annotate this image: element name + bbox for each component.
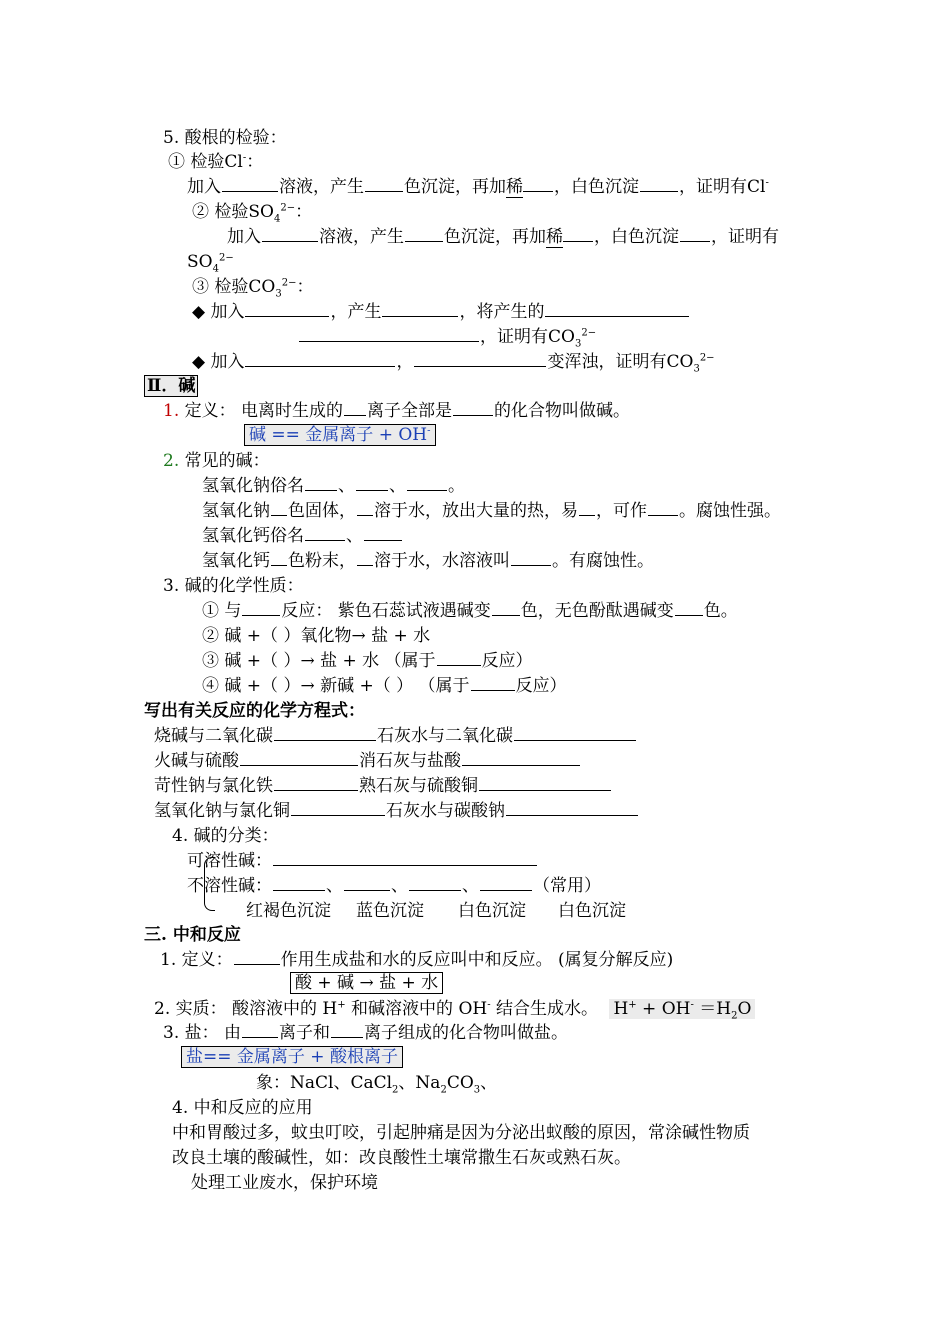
caoh-a: 氢氧化钙	[202, 551, 270, 571]
naoh-alias: 氢氧化钠俗名	[202, 476, 304, 496]
application-item: 处理工业废水，保护环境	[191, 1173, 378, 1193]
ion-c: ＝H	[693, 999, 732, 1019]
blank[interactable]	[305, 476, 337, 491]
ion-b: + OH	[636, 999, 691, 1019]
equation-row	[154, 775, 612, 797]
co3-sub: 3	[473, 1084, 481, 1096]
blank[interactable]	[242, 601, 280, 616]
ess-a: 2. 实质： 酸溶液中的 H	[154, 999, 338, 1019]
ex-a: 象：NaCl、CaCl	[256, 1073, 393, 1093]
naoh-property-line	[202, 500, 781, 522]
eq-label: 氢氧化钠与氯化铜	[154, 801, 290, 821]
blank[interactable]	[356, 476, 388, 491]
blank[interactable]	[414, 352, 546, 367]
precipitate-color: 蓝色沉淀	[356, 901, 424, 921]
base-formula	[244, 424, 436, 446]
co3-b1-c: ，将产生的	[459, 302, 545, 322]
blank[interactable]	[514, 726, 636, 741]
co3-head-colon: ：	[296, 277, 314, 297]
co3-test-heading	[192, 276, 313, 298]
salt-c: 离子组成的化合物叫做盐。	[364, 1023, 569, 1043]
co3-b2-b: ，	[396, 352, 414, 372]
co3-head-text: ③ 检验CO	[192, 277, 276, 297]
chem-prop-3	[202, 650, 533, 672]
def-a: 定义： 电离时生成的	[179, 401, 344, 421]
co3-charge: 2−	[581, 327, 597, 339]
co3-bullet-1-cont	[298, 326, 596, 348]
cl-test-line	[187, 176, 769, 198]
blank[interactable]	[675, 601, 703, 616]
ion-d: O	[737, 999, 752, 1019]
blank[interactable]	[479, 776, 611, 791]
co3-sub: 3	[693, 363, 700, 375]
blank[interactable]	[648, 501, 678, 516]
blank[interactable]	[365, 177, 403, 192]
blank[interactable]	[453, 401, 493, 416]
blank[interactable]	[471, 676, 515, 691]
blank[interactable]	[242, 1023, 278, 1038]
so4-p6: ，证明有	[711, 227, 779, 247]
caoh-property-line	[202, 550, 654, 572]
soluble-label: 可溶性碱：	[187, 851, 272, 871]
precipitate-color: 白色沉淀	[458, 901, 526, 921]
naoh-alias-line: 氢氧化钠俗名 、 、 。	[202, 476, 465, 496]
blank[interactable]	[405, 227, 443, 242]
blank[interactable]	[506, 801, 638, 816]
blank[interactable]	[409, 876, 461, 891]
eq-label: 熟石灰与硫酸铜	[359, 776, 478, 796]
blank[interactable]	[480, 876, 532, 891]
blank[interactable]	[680, 227, 710, 242]
insoluble-label: 不溶性碱：	[187, 876, 272, 896]
blank[interactable]	[492, 601, 520, 616]
caoh-alias: 氢氧化钙俗名	[202, 526, 304, 546]
neu-def-a: 1. 定义：	[160, 950, 233, 970]
blank[interactable]	[222, 177, 278, 192]
base-definition	[163, 400, 630, 422]
co3-sub: 3	[275, 288, 282, 300]
insoluble-bases-line: 不溶性碱： 、 、 、 （常用）	[187, 876, 601, 896]
cl-head-colon: ：	[246, 152, 264, 172]
oh-charge: -	[690, 999, 694, 1011]
eq-label: 石灰水与碳酸钠	[386, 801, 505, 821]
h-charge: +	[337, 999, 346, 1011]
blank[interactable]	[305, 526, 345, 541]
ex-b: 、Na	[398, 1073, 441, 1093]
prop1-c: 色，无色酚酞遇碱变	[520, 601, 674, 621]
blank[interactable]	[357, 551, 373, 566]
application-item: 改良土壤的酸碱性，如：改良酸性土壤常撒生石灰或熟石灰。	[172, 1148, 631, 1168]
cl-p6: ，证明有Cl	[679, 177, 766, 197]
co3-bullet-2	[192, 351, 715, 373]
blank[interactable]	[299, 327, 479, 342]
cacl2-sub: 2	[392, 1084, 399, 1096]
application-item: 中和胃酸过多，蚊虫叮咬，引起肿痛是因为分泌出蚁酸的原因，常涂碱性物质	[172, 1123, 750, 1143]
salt-formula-box: 盐== 金属离子 + 酸根离子	[181, 1046, 403, 1068]
blank[interactable]	[462, 751, 580, 766]
cl-p3: 色沉淀，再加	[404, 177, 506, 197]
chem-props-title: 3. 碱的化学性质：	[163, 576, 304, 596]
co3-charge: 2−	[699, 352, 715, 364]
blank[interactable]	[545, 302, 689, 317]
neu-def-b: 作用生成盐和水的反应叫中和反应。 (属复分解反应)	[280, 950, 674, 970]
ion-a: H	[613, 999, 629, 1019]
caoh-d: 。有腐蚀性。	[552, 551, 654, 571]
blank[interactable]	[523, 177, 553, 192]
cl-charge: -	[242, 152, 247, 164]
base-formula-box	[244, 424, 436, 446]
h2-sub: 2	[731, 1010, 738, 1022]
prop4-b: 反应）	[515, 676, 567, 696]
so4-charge: 2−	[280, 202, 296, 214]
blank[interactable]	[271, 551, 287, 566]
prop3-a: ③ 碱 +（ ）→ 盐 + 水 （属于	[202, 651, 436, 671]
caoh-alias-line: 氢氧化钙俗名 、	[202, 525, 403, 547]
blank[interactable]	[291, 801, 385, 816]
prop3-b: 反应）	[481, 651, 533, 671]
cl-p2: 溶液，产生	[279, 177, 364, 197]
prop1-d: 色。	[703, 601, 738, 621]
oh-charge: -	[487, 999, 491, 1011]
base-heading	[144, 375, 198, 397]
eq-label: 消石灰与盐酸	[359, 751, 461, 771]
naoh-b: 色固体，	[288, 501, 356, 521]
blank[interactable]	[271, 501, 287, 516]
naoh-c: 溶于水，放出大量的热，易	[374, 501, 578, 521]
eq-label: 石灰水与二氧化碳	[377, 726, 513, 746]
so4-p1: 加入	[227, 227, 261, 247]
blank[interactable]	[579, 501, 595, 516]
blank[interactable]	[407, 476, 447, 491]
eq-label: 烧碱与二氧化碳	[154, 726, 273, 746]
blank[interactable]	[273, 876, 325, 891]
cl-test-heading	[168, 151, 263, 173]
prop1-b: 反应： 紫色石蕊试液遇碱变	[281, 601, 491, 621]
blank[interactable]	[262, 227, 318, 242]
blank[interactable]	[563, 227, 593, 242]
so4-sub: 4	[274, 213, 281, 225]
co3-b2-a: ◆ 加入	[192, 352, 245, 372]
so4-tail-text: SO	[187, 252, 213, 272]
neutralization-heading: 三. 中和反应	[144, 925, 241, 945]
common-bases-title	[163, 450, 270, 472]
salt-formula	[181, 1046, 403, 1068]
co3-bullet-1	[192, 301, 690, 323]
eq-label: 苛性钠与氯化铁	[154, 776, 273, 796]
salt-examples	[256, 1072, 497, 1094]
so4-charge: 2−	[218, 252, 234, 264]
chem-prop-1	[202, 600, 738, 622]
equation-row	[154, 750, 581, 772]
prop1-a: ① 与	[202, 601, 242, 621]
naoh-d: ，可作	[596, 501, 647, 521]
so4-tail	[187, 251, 234, 273]
so4-test-heading	[192, 201, 312, 223]
oh-charge: -	[427, 425, 431, 437]
section-5-title: 5. 酸根的检验：	[163, 128, 287, 148]
cl-head-text: ① 检验Cl	[168, 152, 243, 172]
blank[interactable]	[274, 726, 376, 741]
blank[interactable]	[245, 302, 329, 317]
cl-p1: 加入	[187, 177, 221, 197]
chem-prop-2: ② 碱 +（ ）氧化物→ 盐 + 水	[202, 626, 431, 646]
blank[interactable]	[357, 501, 373, 516]
precipitate-color: 红褐色沉淀	[246, 901, 331, 921]
def-number: 1.	[163, 401, 180, 421]
co3-sub: 3	[574, 338, 582, 350]
common-note: （常用）	[533, 876, 601, 896]
equation-row	[154, 725, 637, 747]
na2-sub: 2	[440, 1084, 447, 1096]
blank[interactable]	[274, 776, 358, 791]
neutralization-essence	[154, 998, 755, 1020]
precipitate-color: 白色沉淀	[558, 901, 626, 921]
cl-p5: ，白色沉淀	[554, 177, 639, 197]
blank[interactable]	[245, 352, 395, 367]
neutralization-formula	[290, 972, 443, 994]
co3-b2-c: 变浑浊，证明有CO	[547, 352, 694, 372]
co3-b1-a: ◆ 加入	[192, 302, 245, 322]
naoh-a: 氢氧化钠	[202, 501, 270, 521]
soluble-bases-line	[187, 850, 538, 872]
so4-head-text: ② 检验SO	[192, 202, 274, 222]
common-number: 2.	[163, 451, 180, 471]
so4-test-line	[227, 226, 779, 248]
ex-d: 、	[480, 1073, 498, 1093]
blank[interactable]	[331, 1023, 363, 1038]
prop4-a: ④ 碱 +（ ）→ 新碱 +（ ） （属于	[202, 676, 470, 696]
co3-b1-b: ，产生	[330, 302, 382, 322]
blank[interactable]	[344, 876, 390, 891]
caoh-c: 溶于水，水溶液叫	[374, 551, 510, 571]
salt-b: 离子和	[279, 1023, 331, 1043]
eq-label: 火碱与硫酸	[154, 751, 239, 771]
blank[interactable]	[240, 751, 358, 766]
so4-p5: ，白色沉淀	[594, 227, 679, 247]
naoh-e: 。腐蚀性强。	[679, 501, 781, 521]
blank[interactable]	[382, 302, 458, 317]
equation-row	[154, 800, 639, 822]
chem-prop-4	[202, 675, 567, 697]
application-title: 4. 中和反应的应用	[172, 1098, 313, 1118]
neutralization-definition	[160, 949, 673, 971]
salt-definition	[163, 1022, 568, 1044]
so4-p4: 稀	[546, 227, 563, 247]
blank[interactable]	[437, 651, 481, 666]
ionic-equation	[609, 999, 755, 1022]
blank[interactable]	[511, 551, 551, 566]
def-b: 离子全部是	[367, 401, 453, 421]
classification-title: 4. 碱的分类：	[172, 826, 279, 846]
blank[interactable]	[640, 177, 678, 192]
co3-b1-d: ，证明有CO	[480, 327, 575, 347]
so4-sub: 4	[212, 263, 219, 275]
so4-p2: 溶液，产生	[319, 227, 404, 247]
blank[interactable]	[234, 950, 280, 965]
so4-head-colon: ：	[295, 202, 313, 222]
neu-formula-box: 酸 + 碱 → 盐 + 水	[290, 972, 443, 994]
h-charge: +	[628, 999, 637, 1011]
blank[interactable]	[364, 526, 402, 541]
ex-c: CO	[446, 1073, 474, 1093]
base-heading-box: Ⅱ．碱	[144, 375, 198, 397]
ess-b: 和碱溶液中的 OH	[345, 999, 488, 1019]
def-c: 的化合物叫做碱。	[494, 401, 631, 421]
common-title: 常见的碱：	[179, 451, 270, 471]
co3-charge: 2−	[281, 277, 297, 289]
blank[interactable]	[344, 401, 366, 416]
cl-p4: 稀	[506, 177, 523, 197]
base-formula-text: 碱 == 金属离子 + OH	[249, 425, 428, 445]
caoh-b: 色粉末，	[288, 551, 356, 571]
equations-heading: 写出有关反应的化学方程式：	[144, 701, 365, 721]
blank[interactable]	[273, 851, 537, 866]
cl-charge: -	[765, 177, 769, 189]
salt-a: 3. 盐： 由	[163, 1023, 242, 1043]
ess-c: 结合生成水。	[490, 999, 599, 1019]
so4-p3: 色沉淀，再加	[444, 227, 546, 247]
